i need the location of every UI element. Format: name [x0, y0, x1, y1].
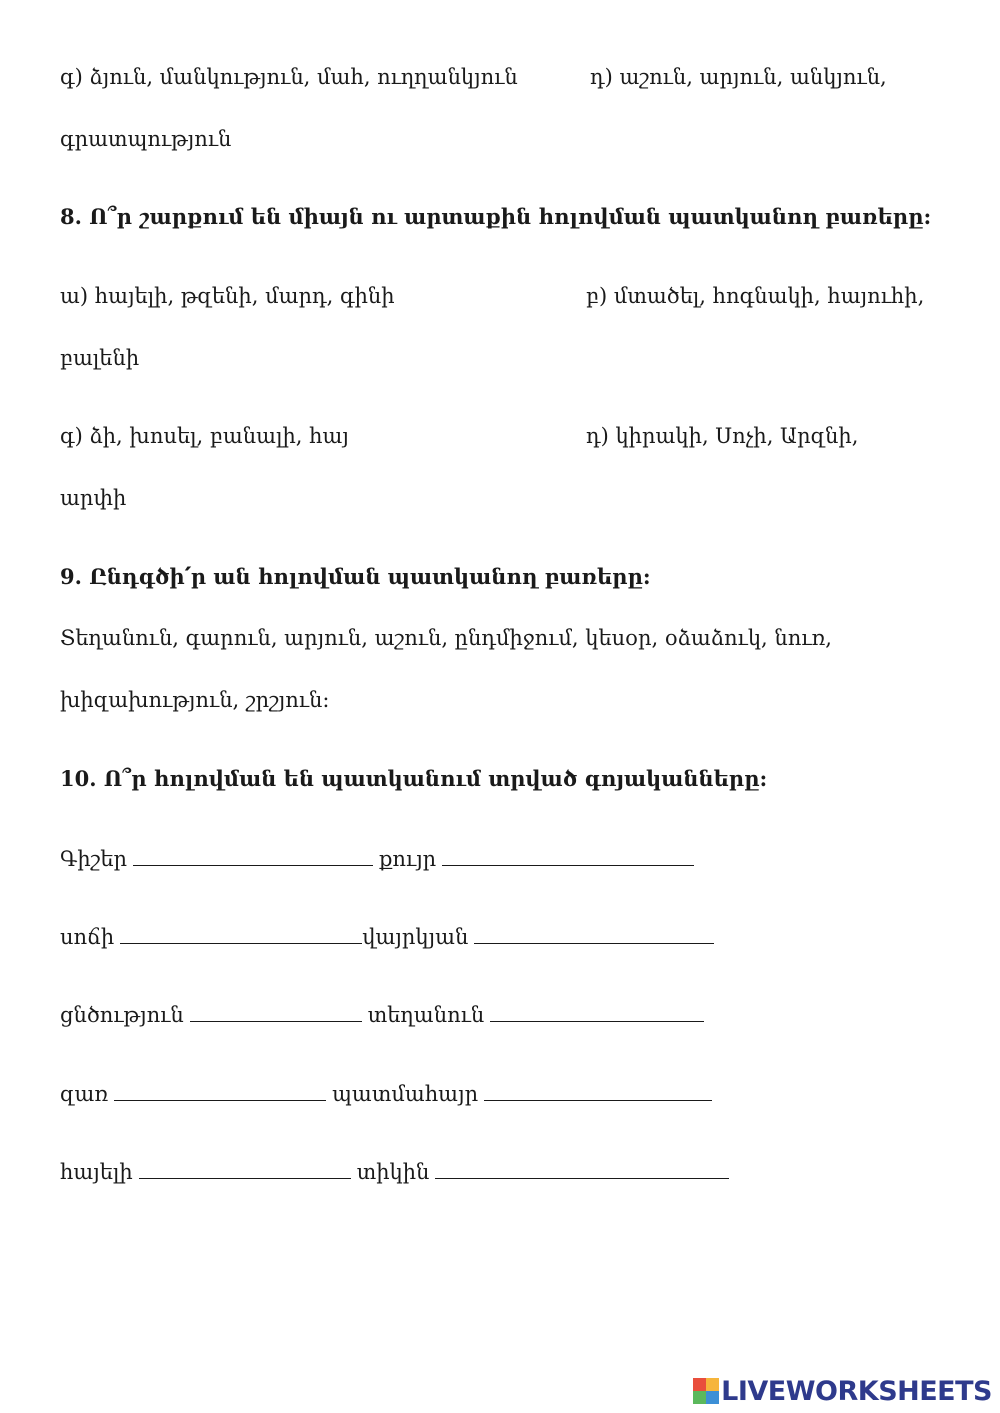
q10-word: սոճի: [60, 925, 115, 949]
answer-blank[interactable]: [139, 1158, 351, 1179]
q8-option-b: բ) մտածել, հոգնակի, հայուհի,: [586, 284, 925, 308]
q9-title: 9. Ընդգծի՛ր ան հոլովման պատկանող բառերը:: [60, 564, 651, 589]
answer-blank[interactable]: [435, 1158, 729, 1179]
q7-option-d-cont: գրատպություն: [60, 127, 232, 151]
q8-option-b-cont: բալենի: [60, 346, 140, 370]
q10-word: զառ: [60, 1082, 109, 1106]
answer-blank[interactable]: [484, 1080, 712, 1101]
q10-word: ցնծություն: [60, 1003, 184, 1027]
q10-row: [60, 845, 700, 873]
q9-word-line-1[interactable]: Տեղանուն, գարուն, արյուն, աշուն, ընդմիջում, կեսօր, օձաձուկ, նուռ,: [60, 626, 832, 650]
answer-blank[interactable]: [442, 845, 694, 866]
q10-word: քույր: [379, 847, 437, 871]
q10-row: [60, 923, 720, 951]
answer-blank[interactable]: [474, 923, 714, 944]
q7-option-g: գ) ձյուն, մանկություն, մահ, ուղղանկյուն: [60, 65, 518, 89]
q8-option-g: գ) ձի, խոսել, բանալի, հայ: [60, 424, 349, 448]
q8-option-a: ա) հայելի, թզենի, մարդ, գինի: [60, 284, 395, 308]
q10-row: [60, 1080, 718, 1108]
q8-option-d: դ) կիրակի, Սոչի, Արզնի,: [586, 424, 859, 448]
q10-word: տիկին: [356, 1160, 430, 1184]
q10-word: Գիշեր: [60, 847, 128, 871]
q10-row: [60, 1001, 710, 1029]
q8-title: 8. Ո՞ր շարքում են միայն ու արտաքին հոլովման պատկանող բառերը:: [60, 204, 932, 229]
q10-title: 10. Ո՞ր հոլովման են պատկանում տրված գոյականները:: [60, 766, 768, 791]
liveworksheets-logo[interactable]: [693, 1375, 992, 1407]
logo-badge-icon: [693, 1378, 719, 1404]
q10-row: [60, 1158, 735, 1186]
q10-word: հայելի: [60, 1160, 133, 1184]
answer-blank[interactable]: [133, 845, 373, 866]
answer-blank[interactable]: [114, 1080, 326, 1101]
q9-word-line-2[interactable]: խիզախություն, շրշյուն:: [60, 688, 330, 712]
logo-text: LIVEWORKSHEETS: [721, 1375, 992, 1407]
answer-blank[interactable]: [190, 1001, 362, 1022]
q10-word: պատմահայր: [332, 1082, 479, 1106]
q7-option-d: դ) աշուն, արյուն, անկյուն,: [590, 65, 887, 89]
answer-blank[interactable]: [490, 1001, 704, 1022]
q8-option-d-cont: արփի: [60, 486, 127, 510]
answer-blank[interactable]: [120, 923, 362, 944]
q10-word: վայրկյան: [362, 925, 469, 949]
q10-word: տեղանուն: [367, 1003, 485, 1027]
